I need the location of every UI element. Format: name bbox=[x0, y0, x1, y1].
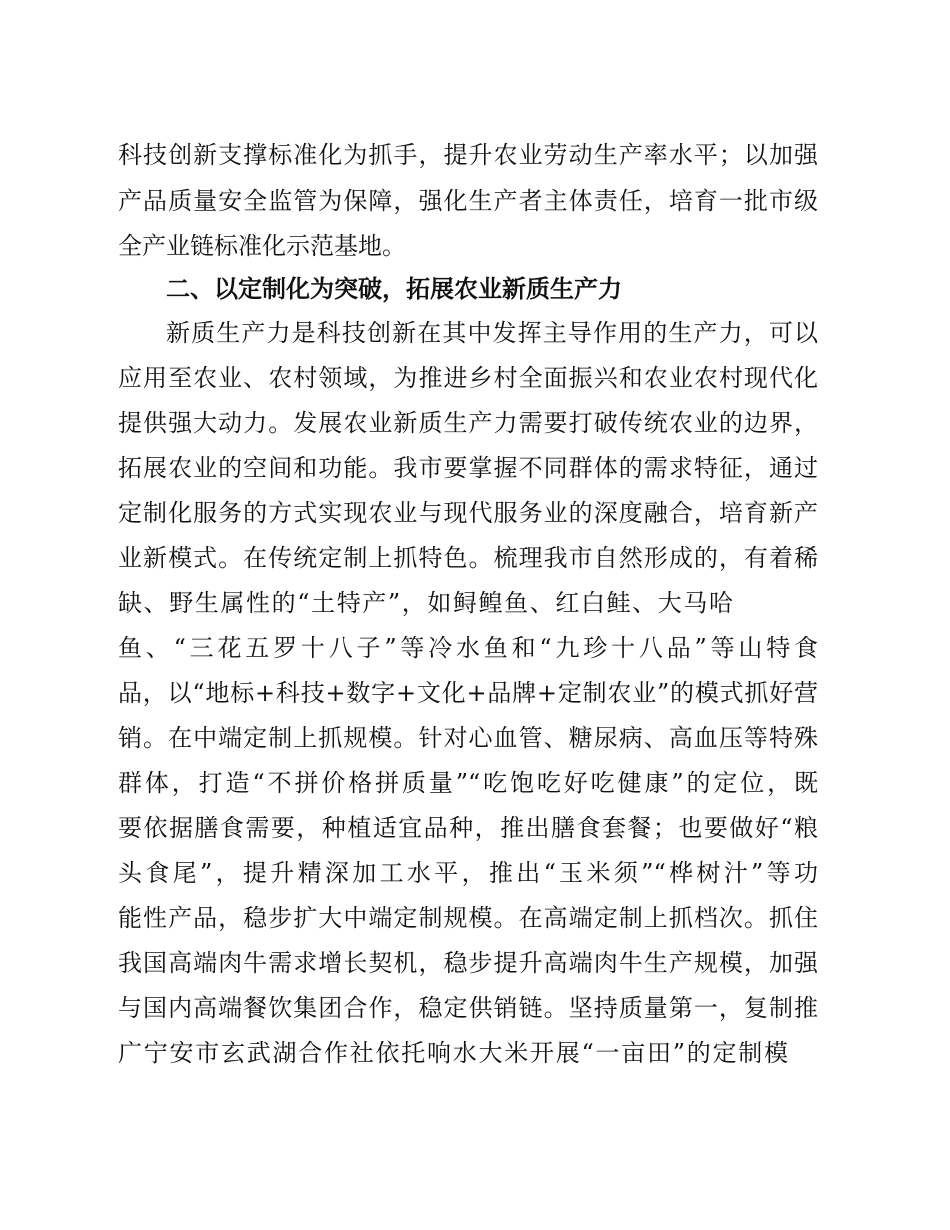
section-heading: 二、以定制化为突破，拓展农业新质生产力 bbox=[166, 275, 622, 303]
body-text-line: 新质生产力是科技创新在其中发挥主导作用的生产力，可以 bbox=[166, 319, 818, 347]
body-text-line: 广宁安市玄武湖合作社依托响水大米开展“一亩田”的定制模 bbox=[118, 1039, 788, 1067]
body-text-line: 头食尾”，提升精深加工水平，推出“玉米须”“桦树汁”等功 bbox=[118, 859, 818, 887]
body-text-line: 提供强大动力。发展农业新质生产力需要打破传统农业的边界， bbox=[118, 409, 818, 437]
body-text-line: 我国高端肉牛需求增长契机，稳步提升高端肉牛生产规模，加强 bbox=[118, 949, 818, 977]
body-text-line: 鱼、“三花五罗十八子”等冷水鱼和“九珍十八品”等山特食 bbox=[118, 634, 818, 662]
body-text-line: 能性产品，稳步扩大中端定制规模。在高端定制上抓档次。抓住 bbox=[118, 904, 818, 932]
body-text-line: 品，以“地标+科技+数字+文化+品牌+定制农业”的模式抓好营 bbox=[118, 679, 818, 707]
body-text-line: 业新模式。在传统定制上抓特色。梳理我市自然形成的，有着稀 bbox=[118, 544, 818, 572]
body-text-line: 科技创新支撑标准化为抓手，提升农业劳动生产率水平；以加强 bbox=[118, 141, 818, 169]
body-text-line: 要依据膳食需要，种植适宜品种，推出膳食套餐；也要做好“粮 bbox=[118, 814, 818, 842]
body-text-line: 拓展农业的空间和功能。我市要掌握不同群体的需求特征，通过 bbox=[118, 454, 818, 482]
body-text-line: 产品质量安全监管为保障，强化生产者主体责任，培育一批市级 bbox=[118, 187, 818, 215]
body-text-line: 全产业链标准化示范基地。 bbox=[118, 232, 406, 260]
body-text-line: 应用至农业、农村领域，为推进乡村全面振兴和农业农村现代化 bbox=[118, 364, 818, 392]
body-text-line: 销。在中端定制上抓规模。针对心血管、糖尿病、高血压等特殊 bbox=[118, 724, 818, 752]
body-text-line: 定制化服务的方式实现农业与现代服务业的深度融合，培育新产 bbox=[118, 499, 818, 527]
body-text-line: 群体，打造“不拼价格拼质量”“吃饱吃好吃健康”的定位，既 bbox=[118, 769, 818, 797]
body-text-line: 与国内高端餐饮集团合作，稳定供销链。坚持质量第一，复制推 bbox=[118, 994, 818, 1022]
body-text-line: 缺、野生属性的“土特产”，如鲟鳇鱼、红白鲑、大马哈 bbox=[118, 589, 733, 617]
